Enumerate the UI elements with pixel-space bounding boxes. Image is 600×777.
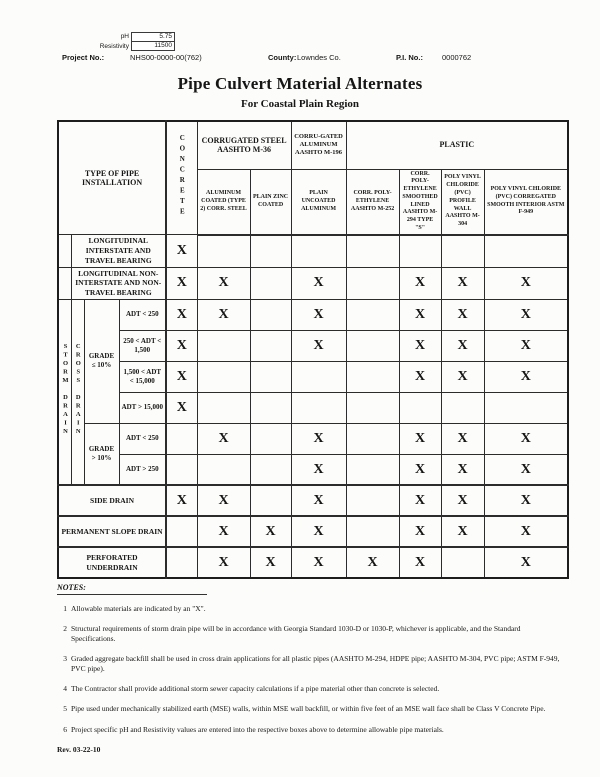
table-row xyxy=(58,361,568,392)
mark-cell xyxy=(291,235,346,267)
mark-cell xyxy=(399,235,441,267)
ph-resistivity-form xyxy=(93,32,175,51)
row-label: LONGITUDINAL NON-INTERSTATE AND NON-TRAVEL BEARING xyxy=(71,267,166,299)
mark-cell: X xyxy=(166,299,197,330)
note-item xyxy=(57,604,563,613)
mark-cell xyxy=(484,392,568,423)
mark-cell: X xyxy=(484,516,568,547)
mark-cell: X xyxy=(346,547,399,578)
mark-cell: X xyxy=(399,516,441,547)
grade-label: GRADE > 10% xyxy=(84,423,119,485)
revision-date: Rev. 03-22-10 xyxy=(57,745,101,754)
page-subtitle: For Coastal Plain Region xyxy=(240,98,360,110)
mark-cell: X xyxy=(484,299,568,330)
note-item xyxy=(57,684,563,693)
note-number: 6 xyxy=(63,724,67,734)
mark-cell xyxy=(250,299,291,330)
mark-cell: X xyxy=(166,485,197,516)
table-row xyxy=(58,330,568,361)
note-number: 4 xyxy=(63,683,67,693)
mark-cell xyxy=(166,516,197,547)
column-header: CORR. POLY-ETHYLENE AASHTO M-252 xyxy=(346,169,399,235)
column-header: POLY VINYL CHLORIDE (PVC) CORREGATED SMOOTH INTERIOR ASTM F-949 xyxy=(484,169,568,235)
mark-cell: X xyxy=(399,454,441,485)
table-row xyxy=(58,267,568,299)
mark-cell: X xyxy=(291,330,346,361)
mark-cell: X xyxy=(291,299,346,330)
mark-cell: X xyxy=(197,485,250,516)
mark-cell xyxy=(441,547,484,578)
column-header: ALUMINUM COATED (TYPE 2) CORR. STEEL xyxy=(197,169,250,235)
row-label: ADT > 250 xyxy=(119,454,166,485)
mark-cell: X xyxy=(197,516,250,547)
corner-header: TYPE OF PIPE INSTALLATION xyxy=(58,121,166,235)
mark-cell: X xyxy=(197,299,250,330)
column-header: CORR. POLY-ETHYLENE SMOOTHED LINED AASHTO M-294 TYPE "S" xyxy=(399,169,441,235)
mark-cell xyxy=(291,392,346,423)
note-text: Graded aggregate backfill shall be used in cross drain applications for all plastic pipes (AASHTO M-294, HDPE pipe; AASHTO M-304, PVC pipe; ASTM F-949, PVC pipe). xyxy=(71,654,560,673)
note-text: Allowable materials are indicated by an "X". xyxy=(71,604,206,613)
mark-cell: X xyxy=(291,516,346,547)
mark-cell xyxy=(346,267,399,299)
mark-cell: X xyxy=(291,547,346,578)
spacer-cell xyxy=(58,267,71,299)
mark-cell: X xyxy=(166,392,197,423)
mark-cell: X xyxy=(484,267,568,299)
material-alternates-table xyxy=(57,120,569,579)
mark-cell xyxy=(346,454,399,485)
mark-cell xyxy=(346,392,399,423)
table-row xyxy=(58,392,568,423)
group-header-corrugated-steel: CORRUGATED STEEL AASHTO M-36 xyxy=(197,121,291,169)
group-header-corrugated-aluminum: CORRU-GATED ALUMINUM AASHTO M-196 xyxy=(291,121,346,169)
mark-cell: X xyxy=(166,235,197,267)
mark-cell: X xyxy=(399,267,441,299)
mark-cell: X xyxy=(441,454,484,485)
project-no-label: Project No.: xyxy=(62,53,105,62)
mark-cell: X xyxy=(166,361,197,392)
mark-cell xyxy=(399,392,441,423)
table-row xyxy=(58,454,568,485)
mark-cell: X xyxy=(484,361,568,392)
mark-cell: X xyxy=(484,423,568,454)
mark-cell: X xyxy=(291,454,346,485)
row-label: SIDE DRAIN xyxy=(58,485,166,516)
note-number: 2 xyxy=(63,624,67,634)
project-info-bar xyxy=(0,53,600,65)
mark-cell xyxy=(166,423,197,454)
mark-cell xyxy=(166,454,197,485)
table-row xyxy=(58,299,568,330)
ph-label: pH xyxy=(120,33,129,40)
mark-cell xyxy=(250,267,291,299)
mark-cell xyxy=(441,235,484,267)
mark-cell: X xyxy=(441,423,484,454)
mark-cell: X xyxy=(197,267,250,299)
column-header-concrete: CONCRETE xyxy=(166,121,197,235)
column-header: PLAIN UNCOATED ALUMINUM xyxy=(291,169,346,235)
mark-cell: X xyxy=(441,485,484,516)
mark-cell xyxy=(250,485,291,516)
mark-cell: X xyxy=(441,299,484,330)
pi-no-value: 0000762 xyxy=(442,53,472,62)
mark-cell: X xyxy=(291,267,346,299)
table-row xyxy=(58,516,568,547)
resistivity-label: Resistivity xyxy=(99,42,129,50)
notes-heading: NOTES: xyxy=(57,583,207,595)
mark-cell xyxy=(441,392,484,423)
mark-cell xyxy=(346,299,399,330)
mark-cell xyxy=(197,330,250,361)
mark-cell: X xyxy=(291,485,346,516)
mark-cell xyxy=(346,516,399,547)
row-label: LONGITUDINAL INTERSTATE AND TRAVEL BEARING xyxy=(71,235,166,267)
storm-drain-label: STORM DRAIN xyxy=(58,299,71,485)
mark-cell: X xyxy=(441,330,484,361)
mark-cell: X xyxy=(484,454,568,485)
mark-cell xyxy=(166,547,197,578)
note-number: 1 xyxy=(63,604,67,613)
mark-cell xyxy=(250,330,291,361)
note-number: 5 xyxy=(63,704,67,714)
row-label: ADT < 250 xyxy=(119,423,166,454)
project-no-value: NHS00-0000-00(762) xyxy=(130,53,202,62)
mark-cell: X xyxy=(291,423,346,454)
ph-input[interactable]: 5.75 xyxy=(131,32,175,42)
resistivity-input[interactable]: 11500 xyxy=(131,42,175,52)
table-row xyxy=(58,547,568,578)
column-header: POLY VINYL CHLORIDE (PVC) PROFILE WALL AASHTO M-304 xyxy=(441,169,484,235)
mark-cell xyxy=(197,392,250,423)
mark-cell: X xyxy=(441,361,484,392)
note-item xyxy=(57,624,563,643)
mark-cell: X xyxy=(441,267,484,299)
note-item xyxy=(57,704,563,713)
note-item xyxy=(57,725,563,734)
mark-cell: X xyxy=(250,547,291,578)
table-row xyxy=(58,423,568,454)
mark-cell: X xyxy=(399,485,441,516)
mark-cell xyxy=(346,361,399,392)
notes-section xyxy=(57,583,563,754)
mark-cell: X xyxy=(484,330,568,361)
table-row xyxy=(58,235,568,267)
column-header: PLAIN ZINC COATED xyxy=(250,169,291,235)
mark-cell xyxy=(484,235,568,267)
mark-cell: X xyxy=(197,423,250,454)
mark-cell: X xyxy=(166,330,197,361)
table-row xyxy=(58,485,568,516)
group-header-plastic: PLASTIC xyxy=(346,121,568,169)
note-item xyxy=(57,654,563,673)
row-label: 1,500 < ADT < 15,000 xyxy=(119,361,166,392)
note-number: 3 xyxy=(63,654,67,664)
mark-cell: X xyxy=(441,516,484,547)
row-label: ADT > 15,000 xyxy=(119,392,166,423)
note-text: Structural requirements of storm drain pipe will be in accordance with Georgia Standard 1030-D or 1030-P, whichever is applicable, and the Standard Specifications. xyxy=(71,624,521,643)
mark-cell: X xyxy=(166,267,197,299)
note-text: Pipe used under mechanically stabilized earth (MSE) walls, within MSE wall backfill, or within five feet of an MSE wall face shall be Class V Concrete Pipe. xyxy=(71,704,546,714)
mark-cell xyxy=(197,361,250,392)
mark-cell xyxy=(346,235,399,267)
mark-cell: X xyxy=(484,547,568,578)
note-text: The Contractor shall provide additional storm sewer capacity calculations if a pipe material other than concrete is selected. xyxy=(71,683,440,693)
mark-cell: X xyxy=(197,547,250,578)
mark-cell xyxy=(346,423,399,454)
header-row-groups xyxy=(58,121,568,169)
county-label: County: xyxy=(268,53,297,62)
note-text: Project specific pH and Resistivity values are entered into the respective boxes above to determine allowable pipe materials. xyxy=(71,724,444,734)
mark-cell xyxy=(197,235,250,267)
mark-cell: X xyxy=(399,299,441,330)
mark-cell xyxy=(250,423,291,454)
pi-no-label: P.I. No.: xyxy=(396,53,423,62)
county-value: Lowndes Co. xyxy=(297,53,341,62)
mark-cell: X xyxy=(399,547,441,578)
row-label: PERFORATED UNDERDRAIN xyxy=(58,547,166,578)
spacer-cell xyxy=(58,235,71,267)
page-title: Pipe Culvert Material Alternates xyxy=(177,74,423,93)
mark-cell: X xyxy=(484,485,568,516)
mark-cell: X xyxy=(399,330,441,361)
mark-cell xyxy=(250,361,291,392)
mark-cell xyxy=(197,454,250,485)
mark-cell xyxy=(291,361,346,392)
mark-cell: X xyxy=(399,361,441,392)
mark-cell xyxy=(250,454,291,485)
mark-cell xyxy=(250,235,291,267)
row-label: 250 < ADT < 1,500 xyxy=(119,330,166,361)
mark-cell: X xyxy=(250,516,291,547)
row-label: ADT < 250 xyxy=(119,299,166,330)
mark-cell xyxy=(250,392,291,423)
cross-drain-label: CROSS DRAIN xyxy=(71,299,84,485)
mark-cell xyxy=(346,330,399,361)
mark-cell xyxy=(346,485,399,516)
row-label: PERMANENT SLOPE DRAIN xyxy=(58,516,166,547)
mark-cell: X xyxy=(399,423,441,454)
grade-label: GRADE ≤ 10% xyxy=(84,299,119,423)
